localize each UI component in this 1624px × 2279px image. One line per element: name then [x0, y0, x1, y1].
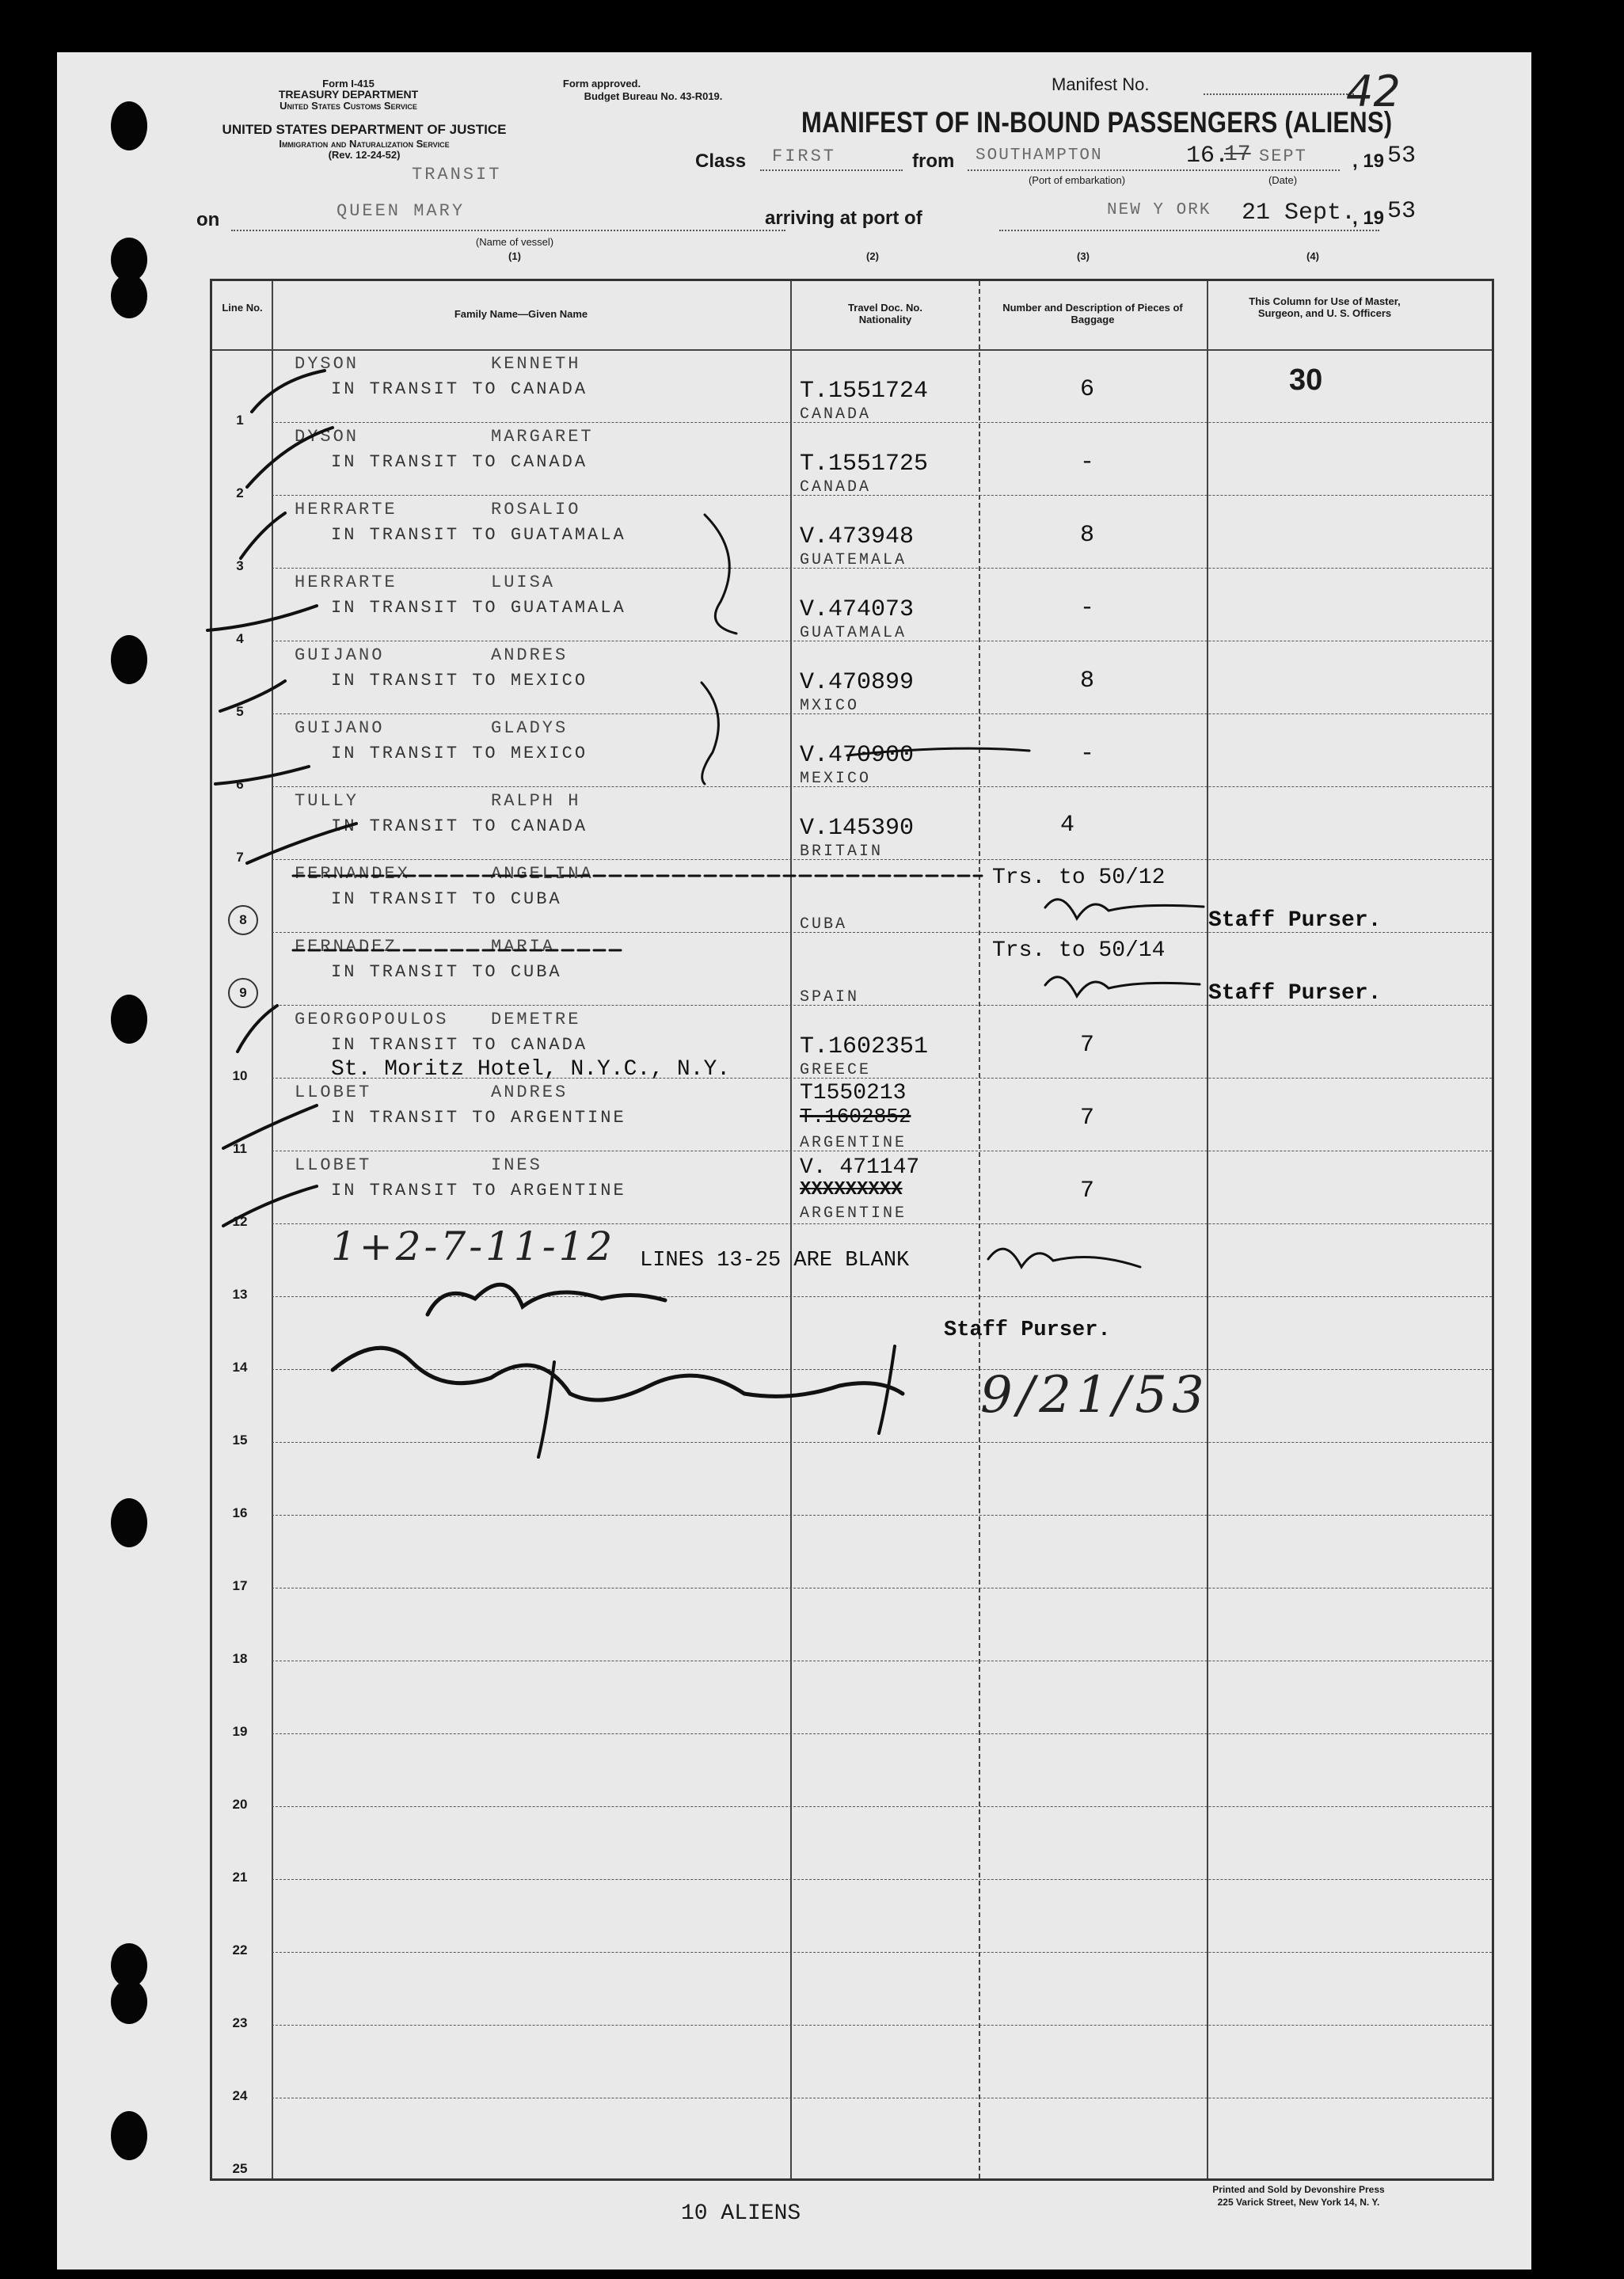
transit-destination: IN TRANSIT TO ARGENTINE: [331, 1108, 626, 1128]
on-label: on: [196, 209, 220, 230]
family-name: DYSON: [295, 427, 359, 447]
form-approved: Form approved.: [562, 78, 641, 89]
nationality: ARGENTINE: [800, 1204, 907, 1223]
nationality: GREECE: [800, 1061, 872, 1079]
given-name: KENNETH: [491, 354, 581, 374]
line-number: 12: [232, 1214, 248, 1229]
line-number: 15: [232, 1432, 248, 1448]
class-value: FIRST: [772, 146, 837, 166]
line-number: 11: [233, 1141, 247, 1156]
printer-line-1: Printed and Sold by Devonshire Press: [1212, 2184, 1385, 2195]
transfer-note: Trs. to 50/14: [992, 938, 1166, 963]
line-number: 3: [236, 558, 244, 573]
printer-line-2: 225 Varick Street, New York 14, N. Y.: [1217, 2197, 1380, 2208]
ins-label: Immigration and Naturalization Service: [279, 138, 450, 150]
col2-number: (2): [866, 250, 879, 262]
date-caption: (Date): [1268, 174, 1298, 186]
justice-label: UNITED STATES DEPARTMENT OF JUSTICE: [222, 122, 507, 137]
col-header-officers: This Column for Use of Master, Surgeon, and U. S. Officers: [1249, 295, 1401, 319]
baggage-count: 8: [1079, 668, 1094, 694]
transit-destination: IN TRANSIT TO CANADA: [331, 452, 588, 472]
transit-destination: IN TRANSIT TO CANADA: [331, 816, 588, 836]
line-number: 1: [236, 413, 244, 428]
year-prefix: , 19: [1352, 150, 1385, 172]
line-number: 22: [232, 1942, 248, 1958]
arrival-year: 53: [1387, 198, 1417, 225]
travel-doc-no: V.470899: [800, 669, 915, 696]
family-name: LLOBET: [295, 1155, 372, 1175]
given-name: ANGELINA: [491, 864, 594, 884]
baggage-count: 7: [1079, 1105, 1094, 1132]
col-header-name: Family Name—Given Name: [454, 308, 588, 320]
class-label: Class: [695, 150, 747, 172]
given-name: DEMETRE: [491, 1010, 581, 1029]
line-number: 10: [232, 1068, 248, 1083]
travel-doc-no: V.474073: [800, 596, 915, 623]
travel-doc-no: V.473948: [800, 523, 915, 550]
family-name: HERRARTE: [295, 573, 397, 592]
line-number: 13: [232, 1287, 248, 1302]
embark-port: SOUTHAMPTON: [976, 146, 1103, 165]
travel-doc-no: T.1602351: [800, 1033, 929, 1060]
line-number: 16: [232, 1505, 248, 1520]
baggage-count: 4: [1059, 812, 1074, 839]
family-name: FERNANDEX: [295, 864, 410, 884]
nationality: SPAIN: [800, 988, 860, 1006]
line-number: 17: [232, 1578, 248, 1593]
nationality: MXICO: [800, 697, 860, 715]
handwritten-date: 9/21/53: [980, 1366, 1209, 1425]
nationality: GUATAMALA: [800, 624, 907, 642]
line-number: 5: [236, 704, 244, 719]
nationality: CANADA: [800, 478, 872, 497]
form-number: Form I-415: [322, 78, 375, 89]
family-name: TULLY: [295, 791, 359, 811]
given-name: ROSALIO: [491, 500, 581, 519]
family-name: HERRARTE: [295, 500, 397, 519]
manifest-no-value: 42: [1346, 67, 1401, 116]
blank-lines-note: LINES 13-25 ARE BLANK: [640, 1249, 910, 1273]
transit-destination: IN TRANSIT TO GUATAMALA: [331, 598, 626, 618]
handwritten-line-list: 1+2-7-11-12: [331, 1223, 616, 1269]
transit-stamp: TRANSIT: [412, 165, 502, 185]
col-header-doc: Travel Doc. No. Nationality: [848, 302, 922, 325]
nationality: CUBA: [800, 915, 848, 934]
col1-number: (1): [508, 250, 521, 262]
embark-year: 53: [1387, 143, 1417, 169]
arriving-label: arriving at port of: [765, 207, 922, 229]
hotel-address: St. Moritz Hotel, N.Y.C., N.Y.: [331, 1057, 731, 1082]
staff-purser-label: Staff Purser.: [1208, 908, 1382, 933]
given-name: ANDRES: [491, 645, 569, 665]
revision-label: (Rev. 12-24-52): [328, 149, 401, 161]
line-number-circled: 9: [228, 978, 258, 1008]
line-number: 2: [236, 485, 244, 500]
family-name: GEORGOPOULOS: [295, 1010, 449, 1029]
given-name: INES: [491, 1155, 542, 1175]
arrival-date: 21 Sept.: [1242, 200, 1356, 226]
travel-doc-no: V. 471147: [800, 1155, 920, 1180]
line-number: 25: [232, 2161, 248, 2176]
nationality: ARGENTINE: [800, 1134, 907, 1152]
baggage-count: 7: [1079, 1178, 1094, 1204]
family-name: GUIJANO: [295, 645, 385, 665]
baggage-count: 8: [1079, 522, 1094, 549]
given-name: GLADYS: [491, 718, 569, 738]
given-name: ANDRES: [491, 1082, 569, 1102]
manifest-title: MANIFEST OF IN-BOUND PASSENGERS (ALIENS): [801, 105, 1393, 139]
given-name: LUISA: [491, 573, 556, 592]
family-name: DYSON: [295, 354, 359, 374]
col-header-baggage: Number and Description of Pieces of Baggage: [1002, 302, 1183, 325]
travel-doc-no: T.1551724: [800, 378, 929, 405]
transit-destination: IN TRANSIT TO MEXICO: [331, 671, 588, 691]
line-number: 20: [232, 1797, 248, 1812]
travel-doc-struck: T.1602852: [800, 1105, 911, 1128]
col-header-line: Line No.: [222, 302, 263, 314]
travel-doc-no: V.470900: [800, 742, 915, 769]
travel-doc-struck: XXXXXXXXX: [800, 1179, 903, 1200]
line-number: 14: [232, 1360, 248, 1375]
vessel-caption: (Name of vessel): [475, 236, 554, 248]
treasury-label: TREASURY DEPARTMENT: [278, 88, 419, 101]
baggage-count: 6: [1079, 376, 1094, 403]
port-caption: (Port of embarkation): [1028, 174, 1126, 186]
vessel-name: QUEEN MARY: [337, 201, 466, 221]
staff-purser-label: Staff Purser.: [1208, 981, 1382, 1006]
travel-doc-no: V.145390: [800, 815, 915, 842]
arrival-port: NEW Y ORK: [1107, 201, 1211, 219]
col4-number: (4): [1306, 250, 1319, 262]
line-number: 19: [232, 1724, 248, 1739]
customs-label: United States Customs Service: [280, 100, 417, 112]
line-number-circled: 8: [228, 905, 258, 935]
aliens-total: 10 ALIENS: [681, 2201, 801, 2226]
family-name: FERNADEZ: [295, 937, 397, 957]
line-number: 23: [232, 2015, 248, 2030]
nationality: MEXICO: [800, 770, 872, 788]
travel-doc-no: T.1551725: [800, 451, 929, 477]
transfer-note: Trs. to 50/12: [992, 866, 1166, 890]
col3-number: (3): [1077, 250, 1090, 262]
given-name: MARGARET: [491, 427, 594, 447]
line-number: 21: [232, 1870, 248, 1885]
manifest-no-label: Manifest No.: [1052, 74, 1150, 94]
baggage-count: -: [1079, 740, 1094, 767]
from-label: from: [912, 150, 955, 172]
baggage-count: -: [1079, 595, 1094, 622]
arrival-year-prefix: , 19: [1352, 207, 1385, 229]
nationality: BRITAIN: [800, 843, 884, 861]
baggage-count: -: [1079, 449, 1094, 476]
family-name: LLOBET: [295, 1082, 372, 1102]
given-name: MARIA: [491, 937, 556, 957]
embark-month: SEPT: [1259, 146, 1307, 166]
budget-bureau: Budget Bureau No. 43-R019.: [584, 90, 723, 102]
embark-day: 16.: [1186, 143, 1230, 169]
staff-purser-signature-label: Staff Purser.: [944, 1318, 1111, 1342]
transit-destination: IN TRANSIT TO MEXICO: [331, 744, 588, 763]
baggage-count: 7: [1079, 1032, 1094, 1059]
line-number: 18: [232, 1651, 248, 1666]
line-number: 4: [236, 631, 244, 646]
line-number: 24: [232, 2088, 248, 2103]
transit-destination: IN TRANSIT TO CUBA: [331, 962, 562, 982]
embark-day-struck: 17: [1224, 143, 1251, 167]
transit-destination: IN TRANSIT TO CANADA: [331, 1035, 588, 1055]
line-number: 7: [236, 850, 244, 865]
officer-count: 30: [1289, 363, 1323, 397]
family-name: GUIJANO: [295, 718, 385, 738]
transit-destination: IN TRANSIT TO CUBA: [331, 889, 562, 909]
nationality: GUATEMALA: [800, 551, 907, 569]
travel-doc-no: T1550213: [800, 1081, 907, 1105]
line-number: 6: [236, 777, 244, 792]
transit-destination: IN TRANSIT TO ARGENTINE: [331, 1181, 626, 1200]
transit-destination: IN TRANSIT TO CANADA: [331, 379, 588, 399]
given-name: RALPH H: [491, 791, 581, 811]
transit-destination: IN TRANSIT TO GUATAMALA: [331, 525, 626, 545]
nationality: CANADA: [800, 405, 872, 424]
